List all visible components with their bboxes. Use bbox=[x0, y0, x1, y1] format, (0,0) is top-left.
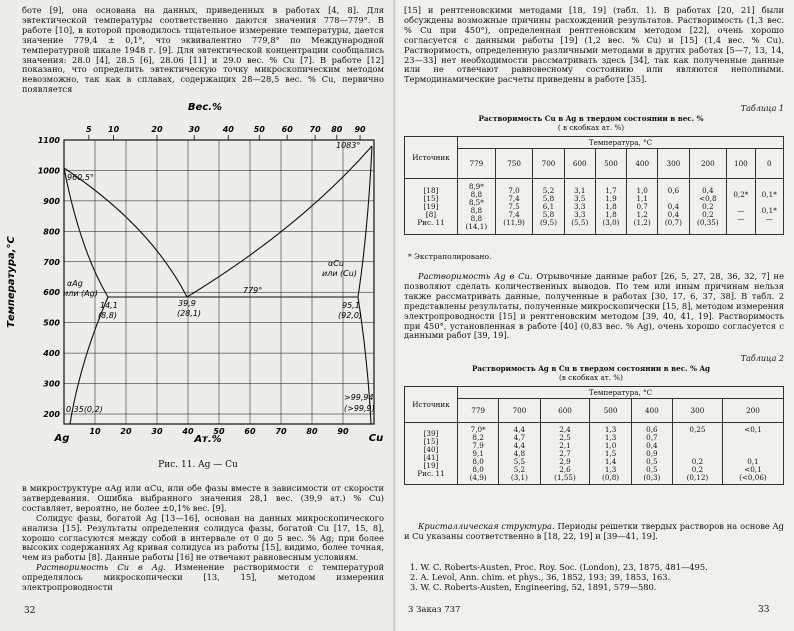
top-tick-label: 30 bbox=[188, 125, 200, 134]
table1-value-cell: 1,0 1,1 0,7 1,2 (1,2) bbox=[627, 179, 658, 235]
table2-temp-header: Температура, °С bbox=[458, 387, 784, 399]
y-tick-label: 300 bbox=[43, 379, 60, 389]
left-top-text: боте [9], она основана на данных, приведенных в работах [4, 8]. Для эвтектической температуры соответственно даются значения 778—779°. В работе [10], в которой проводилось тщательное измерение температуры, дается значение 779,4 ± 0,1°, что эквивалентно 779,8° по Международной температурной шкале 1948 г. [9]. Для эвтектической концентрации сообщались значения: 28.0 [4], 28.5 [6], 28.06 [11] и 29.0 вес. % Cu [7]. В работе [12] показано, что определить эвтектическую точку микроскопическим методом невозможно, так как в сплавах, содержащих 28—28,5 вес. % Cu, первично появляется bbox=[22, 5, 384, 95]
phase-curves bbox=[64, 146, 372, 424]
table1-value-cell: 7,0 7,4 7,5 7,4 (11,9) bbox=[495, 179, 533, 235]
top-tick-label: 50 bbox=[253, 125, 265, 134]
solidus-cu-curve bbox=[358, 146, 372, 297]
table2-temp-cell: 300 bbox=[672, 399, 722, 423]
references bbox=[410, 562, 788, 592]
solubility-heading: Растворимость Cu в Ag. bbox=[36, 562, 166, 573]
table2-title-text: Растворимость Ag в Cu в твердом состоянии в вес. % Ag bbox=[471, 364, 711, 373]
alpha-ag-label: αAg bbox=[67, 279, 83, 288]
table1-temp-cell: 600 bbox=[564, 149, 595, 179]
table1-value-cell: 0,1* 0,1* — bbox=[755, 179, 783, 235]
table2-title bbox=[426, 364, 756, 382]
cu-melt-label: 1083° bbox=[336, 141, 361, 150]
solubility-text: Изменение растворимости с температурой определялось микроскопически [13, 15], методом измерения электропроводности bbox=[22, 562, 384, 593]
solidus-ag-curve bbox=[64, 168, 108, 297]
top-tick-label: 70 bbox=[309, 125, 321, 134]
top-tick-label: 10 bbox=[108, 125, 120, 134]
top-tick-label: 20 bbox=[151, 125, 163, 134]
eutectic-temp-label: 779° bbox=[243, 286, 263, 295]
y-axis-label: Температура,°С bbox=[6, 236, 17, 328]
top-tick-label: 5 bbox=[86, 125, 92, 134]
table2-value-cell: 0,6 0,7 0,4 0,9 0,5 0,5 (0,3) bbox=[631, 423, 672, 485]
ag-solvus-wt: (8,8) bbox=[98, 311, 117, 320]
solidus-text: Солидус фазы, богатой Ag [13—16], основан на данных микроскопического анализа [15]. Результаты определения солидуса фазы, богатой Cu [17, 15, 8], хорошо согласуются между собой в интервале от 0 до 5 вес. % Ag; при более высоких содержаниях Ag кривая солидуса из работы [15], видимо, более точная, чем из работы [8]. Данные работы [16] не отвечают равновесным условиям. bbox=[22, 512, 384, 563]
y-tick-label: 800 bbox=[43, 227, 60, 237]
middle-paragraph bbox=[404, 272, 784, 341]
top-tick-label: 40 bbox=[222, 125, 234, 134]
table1-temp-cell: 200 bbox=[689, 149, 727, 179]
table1-temp-cell: 779 bbox=[458, 149, 496, 179]
table1-label: Таблица 1 bbox=[740, 104, 784, 113]
x-tick-label: 30 bbox=[151, 427, 163, 436]
ag-label: Ag bbox=[54, 433, 70, 444]
low-left-label: 0,35(0,2) bbox=[66, 405, 103, 414]
y-tick-label: 600 bbox=[43, 288, 60, 298]
table1-value-cell: 8,9* 8,8 8,5* 8,8 8,8 (14,1) bbox=[458, 179, 496, 235]
x-tick-label: 70 bbox=[275, 427, 287, 436]
grid-x bbox=[89, 135, 363, 424]
alpha-ag-label-2: или (Ag) bbox=[63, 289, 98, 298]
eutectic-comp-at: 39,9 bbox=[178, 299, 196, 308]
table2-subtitle: (в скобках ат. %) bbox=[559, 373, 623, 382]
bottom-axis-label: Ат.% bbox=[194, 434, 222, 445]
table2-label: Таблица 2 bbox=[740, 354, 784, 363]
table2-temp-cell: 400 bbox=[631, 399, 672, 423]
y-tick-label: 1100 bbox=[37, 136, 60, 145]
table2-temp-cell: 500 bbox=[590, 399, 631, 423]
low-right-label-1: >99,94 bbox=[344, 393, 374, 402]
left-page bbox=[0, 0, 396, 631]
table2-value-cell: 4,4 4,7 4,4 4,8 5,5 5,2 (3,1) bbox=[499, 423, 540, 485]
crystal-text: Периоды решетки твердых растворов на основе Ag и Cu указаны соответственно в [18, 22, 19] и [39—41, 19]. bbox=[404, 521, 784, 541]
table2-value-cell: <0,1 0,1 <0,1 (<0,06) bbox=[722, 423, 783, 485]
table1-value-cell: 0,2* — — bbox=[727, 179, 755, 235]
table2-temp-cell: 700 bbox=[499, 399, 540, 423]
right-top-paragraph bbox=[404, 6, 784, 85]
table2 bbox=[404, 386, 784, 485]
crystal-paragraph bbox=[404, 522, 784, 542]
top-tick-label: 90 bbox=[354, 125, 366, 134]
ag-solvus-at: 14,1 bbox=[100, 301, 118, 310]
y-tick-label: 900 bbox=[43, 196, 60, 206]
middle-text: Отрывочные данные работ [26, 5, 27, 28, 36, 32, 7] не позволяют сделать количественных выводов. По тем или иным причинам нельзя также рассматривать данные, полученные в работах [30, 17, 6, 37, 38]. В табл. 2 представлены результаты, полученные микроскопически [15, 8], методом измерения электропроводности [15] и рентгеновским методом [39, 40, 41, 19]. Растворимость при 450°, установленная в работе [40] (0,83 вес. % Ag), очень хорошо согласуется с данными работ [39, 19]. bbox=[404, 271, 784, 341]
low-right-label-2: (>99,9) bbox=[344, 404, 375, 413]
table1 bbox=[404, 136, 784, 235]
tick-labels bbox=[38, 125, 366, 436]
right-page-number: 33 bbox=[758, 605, 770, 615]
liquidus-ag-curve bbox=[64, 168, 187, 297]
y-tick-label: 1000 bbox=[37, 166, 60, 176]
table2-value-cell: 7,0* 8,2 7,9 9,1 8,0 8,0 (4,9) bbox=[458, 423, 499, 485]
table1-temp-cell: 700 bbox=[533, 149, 564, 179]
table1-temp-cell: 100 bbox=[727, 149, 755, 179]
y-tick-label: 400 bbox=[43, 349, 60, 359]
table1-temp-cell: 750 bbox=[495, 149, 533, 179]
table2-temp-cell: 200 bbox=[722, 399, 783, 423]
cu-label: Cu bbox=[368, 433, 384, 444]
table1-source-header: Источник bbox=[405, 137, 458, 179]
left-bottom-text: в микроструктуре αAg или αCu, или обе фазы вместе в зависимости от скорости затвердевания. Ошибка выбранного значения 28,1 вес. (39,9 ат.) % Cu) составляет, вероятно, не более ±0,1% вес. [9]. bbox=[22, 483, 384, 513]
right-top-text: [15] и рентгеновскими методами [18, 19] (табл. 1). В работах [20, 21] были обсуждены возможные причины расхождений результатов. Растворимость (1,3 вес. % Cu при 450°), определенная рентгеновским методом [22], очень хорошо согласуется с данными работы [19] (1,2 вес. % Cu) и [15] (1,4 вес. % Cu). Растворимость, определенную различными методами в других работах [5—7, 13, 14, 23—33] нет необходимости рассматривать здесь [34], так как полученные данные или не отвечают равновесному состоянию или являются неполными. Термодинамические расчеты приведены в работе [35]. bbox=[404, 5, 784, 85]
top-tick-label: 80 bbox=[331, 125, 343, 134]
y-tick-label: 500 bbox=[43, 318, 60, 328]
left-bottom-paragraph bbox=[22, 484, 384, 593]
y-tick-label: 200 bbox=[43, 410, 60, 419]
table1-temp-cell: 0 bbox=[755, 149, 783, 179]
x-tick-label: 10 bbox=[89, 427, 101, 436]
table2-value-cell: 1,3 1,3 1,0 1,5 1,4 1,3 (0,8) bbox=[590, 423, 631, 485]
table1-temp-cell: 500 bbox=[595, 149, 626, 179]
ag-melt-label: 960,5° bbox=[67, 173, 94, 182]
eutectic-comp-wt: (28,1) bbox=[177, 309, 202, 318]
table1-title-text: Растворимость Cu в Ag в твердом состоянии в вес. % bbox=[478, 114, 704, 123]
table1-footnote: * Экстраполировано. bbox=[408, 252, 492, 261]
reference-item: 1. W. C. Roberts-Austen, Proc. Roy. Soc. (London), 23, 1875, 481—495. bbox=[410, 562, 708, 572]
table2-sources: [39] [15] [40] [41] [19] Рис. 11 bbox=[405, 423, 458, 485]
middle-heading: Растворимость Ag в Cu. bbox=[418, 271, 533, 281]
table1-sources: [18] [15] [19] [8] Рис. 11 bbox=[405, 179, 458, 235]
table1-value-cell: 1,7 1,9 1,8 1,8 (3,0) bbox=[595, 179, 626, 235]
x-tick-label: 50 bbox=[213, 427, 225, 436]
cu-solvus-at: 95,1 bbox=[342, 301, 360, 310]
table2-value-cell: 0,25 0,2 0,2 (0,12) bbox=[672, 423, 722, 485]
table1-value-cell: 5,2 5,8 6,1 5,8 (9,5) bbox=[533, 179, 564, 235]
table2-temp-cell: 600 bbox=[540, 399, 590, 423]
table1-value-cell: 0,4 <0,8 0,2 0,2 (0,35) bbox=[689, 179, 727, 235]
table2-value-cell: 2,4 2,5 2,1 2,7 2,9 2,6 (1,55) bbox=[540, 423, 590, 485]
left-page-number: 32 bbox=[24, 606, 36, 616]
y-tick-label: 700 bbox=[43, 257, 60, 267]
figure-caption: Рис. 11. Ag — Cu bbox=[158, 460, 238, 470]
x-tick-label: 80 bbox=[306, 427, 318, 436]
left-top-paragraph bbox=[22, 6, 384, 95]
order-mark: 3 Заказ 737 bbox=[408, 605, 461, 615]
table1-temp-cell: 300 bbox=[658, 149, 689, 179]
table1-temp-header: Температура, °С bbox=[458, 137, 784, 149]
reference-item: 3. W. C. Roberts-Austen, Engineering, 52, 1891, 579—580. bbox=[410, 582, 657, 592]
alpha-cu-label: αCu bbox=[328, 259, 344, 268]
crystal-heading: Кристаллическая структура. bbox=[418, 521, 555, 531]
phase-diagram bbox=[0, 100, 396, 450]
table1-value-cell: 0,6 0,4 0,4 (0,7) bbox=[658, 179, 689, 235]
table2-source-header: Источник bbox=[405, 387, 458, 423]
right-page bbox=[396, 0, 794, 631]
cu-solvus-wt: (92,0) bbox=[338, 311, 363, 320]
x-tick-label: 20 bbox=[120, 427, 132, 436]
alpha-cu-label-2: или (Cu) bbox=[322, 269, 357, 278]
table1-temp-cell: 400 bbox=[627, 149, 658, 179]
table1-title bbox=[426, 114, 756, 132]
top-tick-label: 60 bbox=[281, 125, 293, 134]
x-tick-label: 40 bbox=[182, 427, 194, 436]
reference-item: 2. A. Levol, Ann. chim. et phys., 36, 1852, 193; 39, 1853, 163. bbox=[410, 572, 671, 582]
top-axis-label: Вес.% bbox=[187, 102, 223, 113]
table1-value-cell: 3,1 3,5 3,3 3,3 (5,5) bbox=[564, 179, 595, 235]
table2-temp-cell: 779 bbox=[458, 399, 499, 423]
x-tick-label: 60 bbox=[244, 427, 256, 436]
x-tick-label: 90 bbox=[337, 427, 349, 436]
table1-subtitle: ( в скобках ат. %) bbox=[557, 123, 625, 132]
